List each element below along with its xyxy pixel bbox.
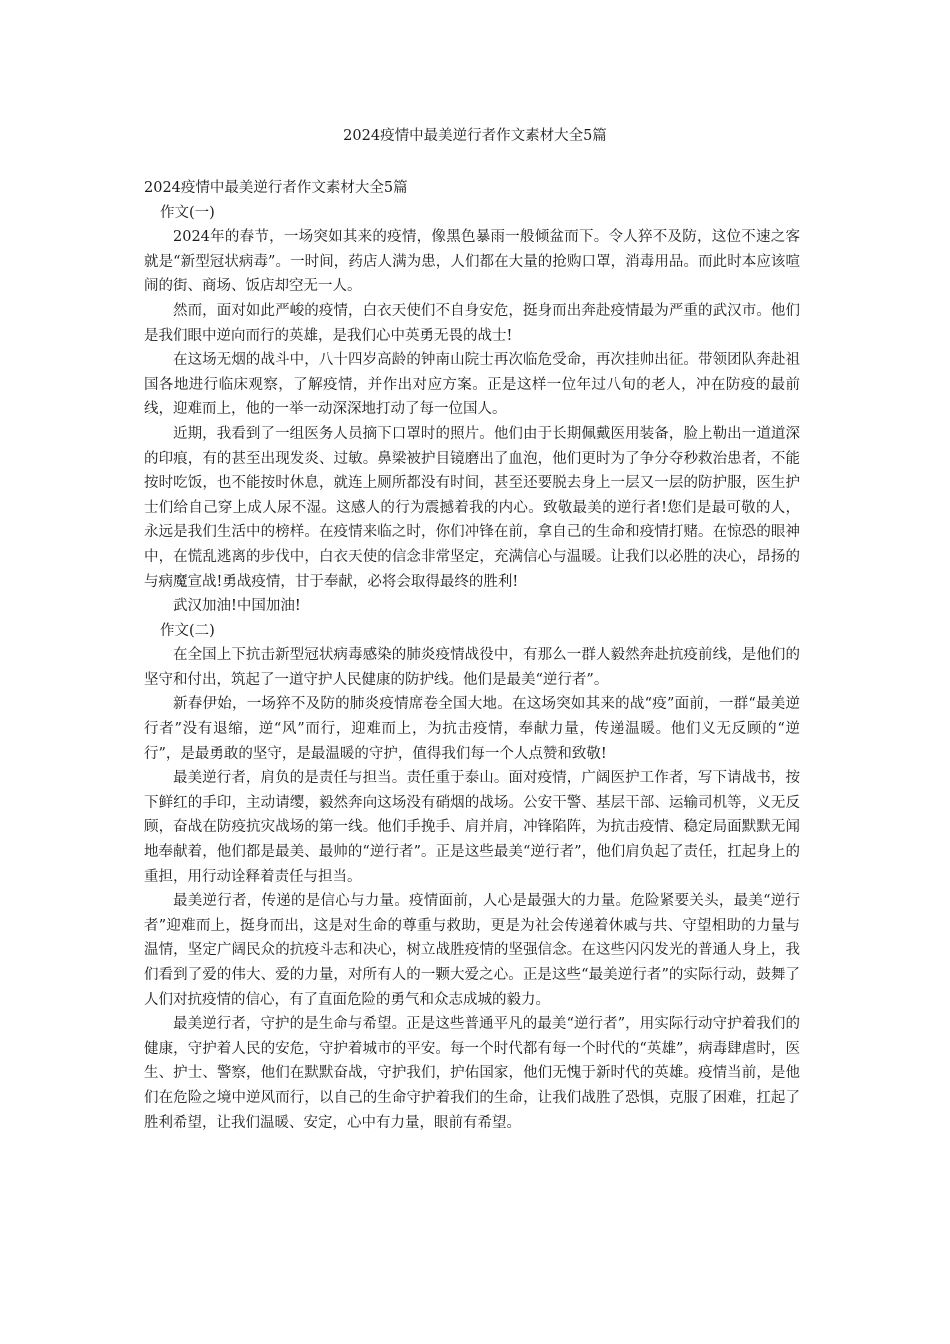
paragraph: 在这场无烟的战斗中，八十四岁高龄的钟南山院士再次临危受命，再次挂帅出征。带领团队奔赴祖国各地进行临床观察，了解疫情，并作出对应方案。正是这样一位年过八旬的老人，冲在防疫的最前线，迎难而上，他的一举一动深深地打动了每一位国人。 bbox=[144, 352, 800, 418]
paragraph: 最美逆行者，守护的是生命与希望。正是这些普通平凡的最美“逆行者”，用实际行动守护着我们的健康，守护着人民的安危，守护着城市的平安。每一个时代都有每一个时代的“英雄”，病毒肆虐时，医生、护士、警察，他们在默默奋战，守护我们，护佑国家，他们无愧于新时代的英雄。疫情当前，是他们在危险之境中逆风而行，以自己的生命守护着我们的生命，让我们战胜了恐惧，克服了困难，扛起了胜利希望，让我们温暖、安定，心中有力量，眼前有希望。 bbox=[144, 1016, 800, 1131]
document-body bbox=[144, 176, 800, 1135]
paragraph: 最美逆行者，肩负的是责任与担当。责任重于泰山。面对疫情，广阔医护工作者，写下请战书，按下鲜红的手印，主动请缨，毅然奔向这场没有硝烟的战场。公安干警、基层干部、运输司机等，义无反顾，奋战在防疫抗灾战场的第一线。他们手挽手、肩并肩，冲锋陷阵，为抗击疫情、稳定局面默默无闻地奉献着，他们都是最美、最帅的“逆行者”。正是这些最美“逆行者”，他们肩负起了责任，扛起身上的重担，用行动诠释着责任与担当。 bbox=[144, 770, 800, 885]
paragraph: 最美逆行者，传递的是信心与力量。疫情面前，人心是最强大的力量。危险紧要关头，最美“逆行者”迎难而上，挺身而出，这是对生命的尊重与救助，更是为社会传递着休戚与共、守望相助的力量与温情，坚定广阔民众的抗疫斗志和决心，树立战胜疫情的坚强信念。在这些闪闪发光的普通人身上，我们看到了爱的伟大、爱的力量，对所有人的一颗大爱之心。正是这些“最美逆行者”的实际行动，鼓舞了人们对抗疫情的信心，有了直面危险的勇气和众志成城的毅力。 bbox=[144, 893, 800, 1008]
paragraph: 然而，面对如此严峻的疫情，白衣天使们不自身安危，挺身而出奔赴疫情最为严重的武汉市。他们是我们眼中逆向而行的英雄，是我们心中英勇无畏的战士! bbox=[144, 302, 800, 344]
paragraph: 近期，我看到了一组医务人员摘下口罩时的照片。他们由于长期佩戴医用装备，脸上勒出一道道深的印痕，有的甚至出现发炎、过敏。鼻梁被护目镜磨出了血泡，他们更时为了争分夺秒救治患者，不能按时吃饭，也不能按时休息，就连上厕所都没有时间，甚至还要脱去身上一层又一层的防护服，医生护士们给自己穿上成人尿不湿。这感人的行为震撼着我的内心。致敬最美的逆行者!您们是最可敬的人，永远是我们生活中的榜样。在疫情来临之时，你们冲锋在前，拿自己的生命和疫情打赌。在惊恐的眼神中，在慌乱逃离的步伐中，白衣天使的信念非常坚定，充满信心与温暖。让我们以必胜的决心，昂扬的与病魔宣战!勇战疫情，甘于奉献，必将会取得最终的胜利! bbox=[144, 425, 800, 590]
essay-heading-1: 作文(一) bbox=[160, 204, 215, 221]
essay-heading-2: 作文(二) bbox=[160, 622, 215, 639]
paragraph: 2024年的春节，一场突如其来的疫情，像黑色暴雨一般倾盆而下。令人猝不及防，这位不速之客就是“新型冠状病毒”。一时间，药店人满为患，人们都在大量的抢购口罩，消毒用品。而此时本应该喧闹的街、商场、饭店却空无一人。 bbox=[144, 229, 800, 295]
paragraph: 在全国上下抗击新型冠状病毒感染的肺炎疫情战役中，有那么一群人毅然奔赴抗疫前线，是他们的坚守和付出，筑起了一道守护人民健康的防护线。他们是最美“逆行者”。 bbox=[144, 647, 800, 688]
paragraph: 新春伊始，一场猝不及防的肺炎疫情席卷全国大地。在这场突如其来的战“疫”面前，一群“最美逆行者”没有退缩，逆“风”而行，迎难而上，为抗击疫情，奉献力量，传递温暖。他们义无反顾的“逆行”，是最勇敢的坚守，是最温暖的守护，值得我们每一个人点赞和致敬! bbox=[144, 696, 800, 762]
document-heading: 2024疫情中最美逆行者作文素材大全5篇 bbox=[144, 180, 408, 196]
document-title: 2024疫情中最美逆行者作文素材大全5篇 bbox=[343, 128, 607, 144]
paragraph: 武汉加油!中国加油! bbox=[173, 598, 301, 615]
